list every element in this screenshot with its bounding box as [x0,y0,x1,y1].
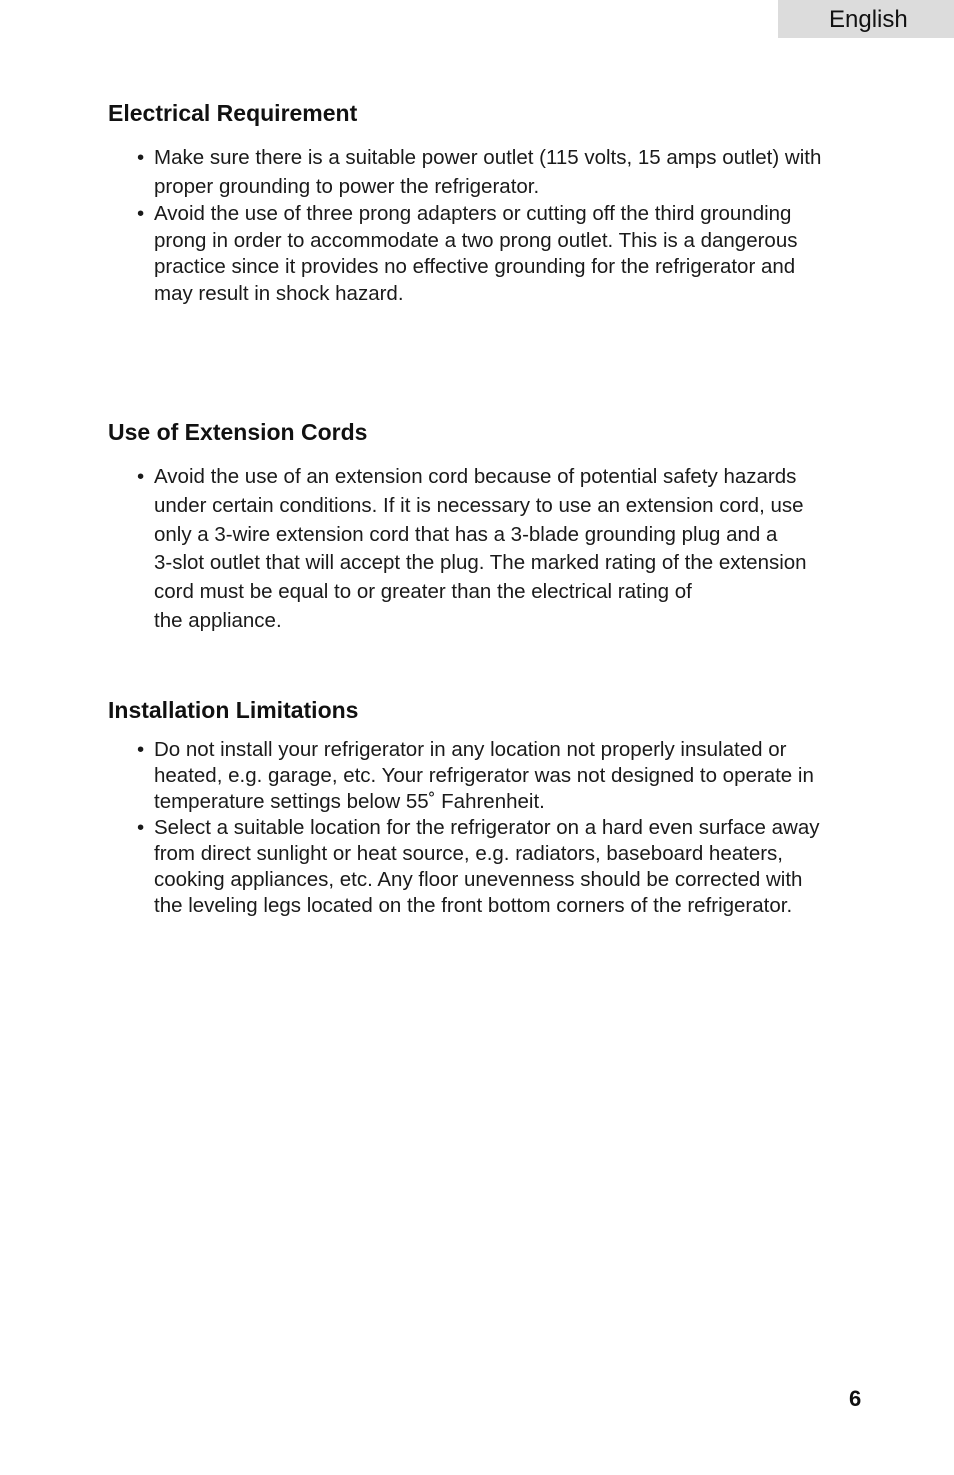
bullet-item [108,144,888,201]
text-line: Make sure there is a suitable power outlet (115 volts, 15 amps outlet) with [154,146,822,169]
section-use-of-extension-cords [108,418,888,636]
section-title: Electrical Requirement [108,100,358,126]
bullet-dot-icon: • [137,738,145,761]
bullet-dot-icon: • [137,465,145,488]
text-line: under certain conditions. If it is necessary to use an extension cord, use [154,493,804,517]
text-line: proper grounding to power the refrigerator. [154,174,540,198]
text-line: prong in order to accommodate a two prong outlet. This is a dangerous [154,228,798,252]
page-number: 6 [849,1386,862,1411]
text-line: Select a suitable location for the refrigerator on a hard even surface away [154,816,820,839]
text-line: Avoid the use of three prong adapters or cutting off the third grounding [154,202,792,225]
bullet-dot-icon: • [137,816,145,839]
bullet-dot-icon: • [137,146,145,169]
text-line: the leveling legs located on the front bottom corners of the refrigerator. [154,894,793,917]
section-electrical-requirement [108,99,888,307]
text-line: cord must be equal to or greater than the electrical rating of [154,580,692,604]
bullet-item [108,737,888,815]
text-line: only a 3-wire extension cord that has a 3-blade grounding plug and a [154,522,778,546]
text-line: the appliance. [154,608,282,632]
text-line: Do not install your refrigerator in any location not properly insulated or [154,738,787,761]
text-line: Avoid the use of an extension cord because of potential safety hazards [154,465,797,488]
language-tab [778,0,954,38]
language-label: English [829,6,908,33]
section-title: Installation Limitations [108,697,359,723]
text-line: from direct sunlight or heat source, e.g. radiators, baseboard heaters, [154,842,784,865]
bullet-item [108,815,888,919]
bullet-list [108,144,888,307]
bullet-item [108,463,888,636]
text-line: 3-slot outlet that will accept the plug. The marked rating of the extension [154,551,807,575]
section-title: Use of Extension Cords [108,419,368,445]
bullet-list [108,463,888,636]
bullet-item [108,201,888,307]
bullet-list [108,737,888,919]
text-line: temperature settings below 55˚ Fahrenheit. [154,790,545,813]
text-line: cooking appliances, etc. Any floor unevenness should be corrected with [154,868,803,891]
text-line: heated, e.g. garage, etc. Your refrigerator was not designed to operate in [154,764,814,787]
text-line: may result in shock hazard. [154,281,404,305]
text-line: practice since it provides no effective grounding for the refrigerator and [154,255,796,278]
bullet-dot-icon: • [137,202,145,225]
section-installation-limitations [108,696,888,919]
